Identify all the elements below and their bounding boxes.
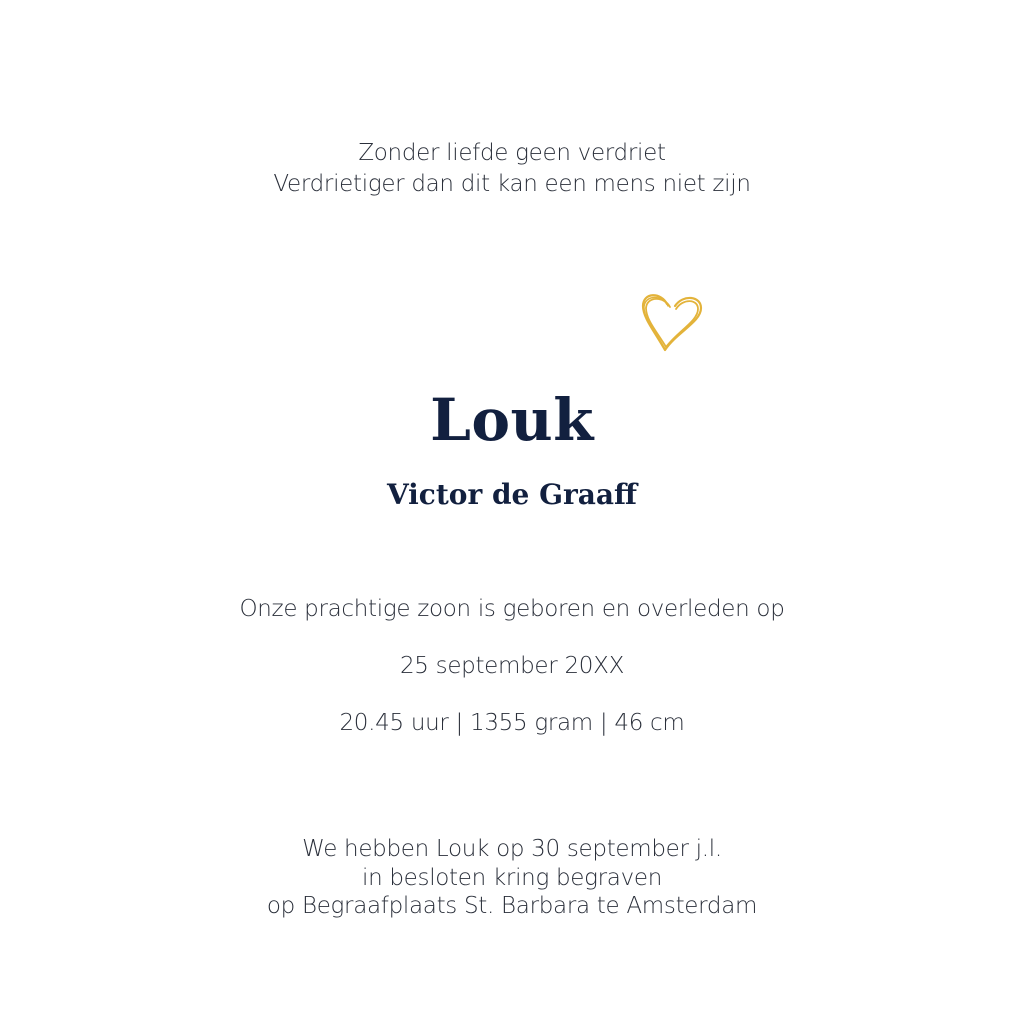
burial-line-2: in besloten kring begraven	[361, 865, 663, 891]
announcement-intro: Onze prachtige zoon is geboren en overleden op	[239, 596, 785, 622]
announcement-details: 20.45 uur | 1355 gram | 46 cm	[339, 710, 685, 736]
announcement-date: 25 september 20XX	[399, 653, 625, 679]
quote-line-1: Zonder liefde geen verdriet	[358, 140, 666, 166]
quote-line-2: Verdrietiger dan dit kan een mens niet zijn	[273, 171, 751, 197]
heart-icon	[637, 290, 707, 356]
full-name: Victor de Graaff	[386, 478, 638, 511]
burial-line-1: We hebben Louk op 30 september j.l.	[302, 836, 722, 862]
burial-line-3: op Begraafplaats St. Barbara te Amsterdam	[266, 893, 758, 919]
first-name: Louk	[430, 386, 594, 454]
